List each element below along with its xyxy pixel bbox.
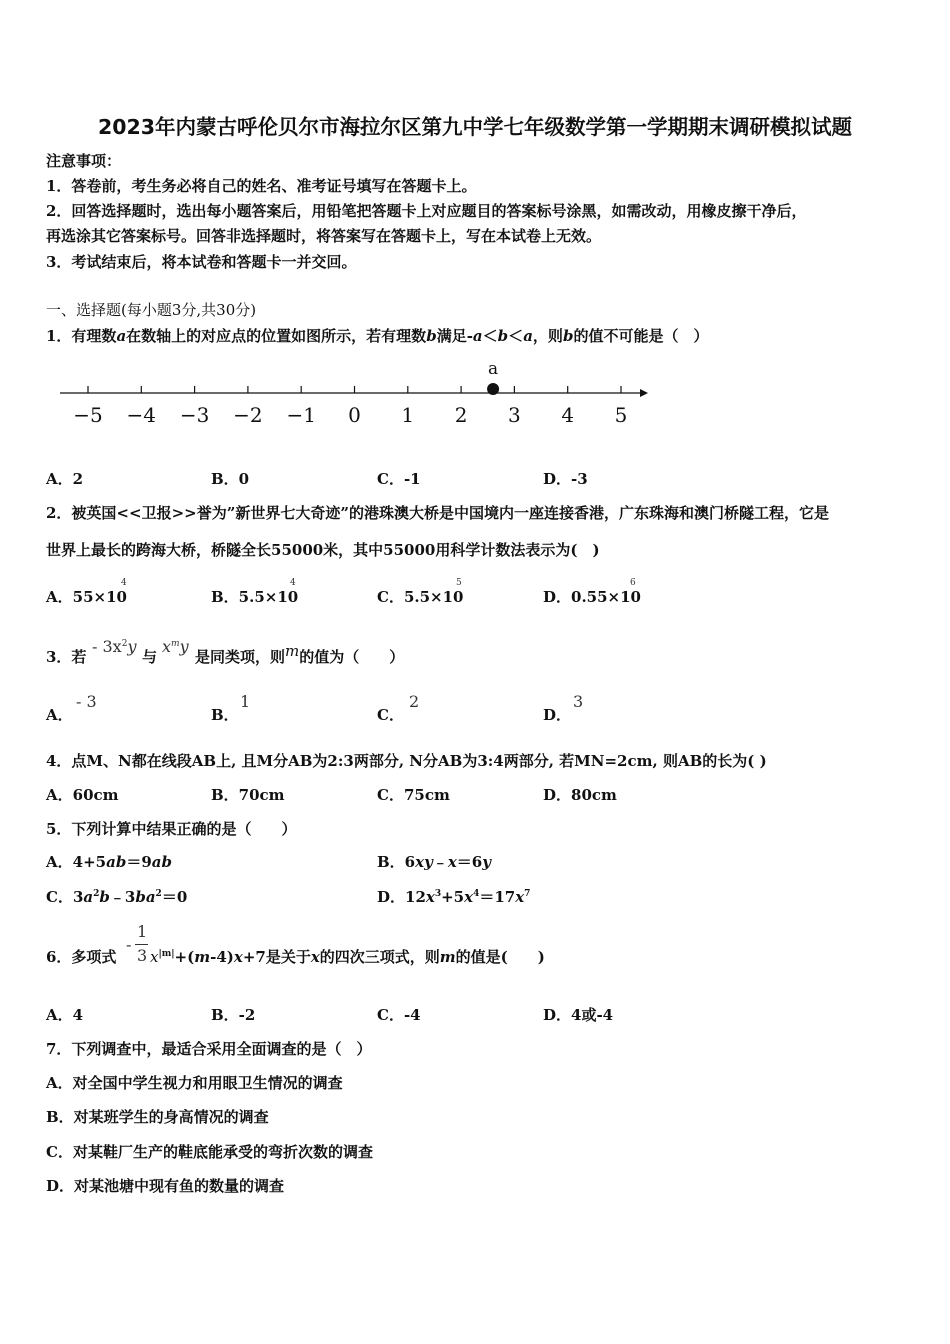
question-6-prefix: 6．多项式 <box>46 948 117 966</box>
exam-title: 2023年内蒙古呼伦贝尔市海拉尔区第九中学七年级数学第一学期期末调研模拟试题 <box>97 115 853 139</box>
q3-option-d-value: 3 <box>573 692 584 711</box>
q7-option-c: C．对某鞋厂生产的鞋底能承受的弯折次数的调查 <box>46 1143 373 1161</box>
notice-item: 1．答卷前，考生务必将自己的姓名、准考证号填写在答题卡上。 <box>46 177 477 195</box>
q6-minus: - <box>126 935 132 954</box>
question-2-line-2: 世界上最长的跨海大桥，桥隧全长55000米，其中55000用科学计数法表示为( ) <box>46 541 600 559</box>
number-line-tick-label: −2 <box>233 403 263 427</box>
q4-option-c: C．75cm <box>377 786 450 804</box>
q3-expression-2: $x^my$ <box>162 637 189 656</box>
question-6-text: $x^{|m|}+(m-4)x+7$是关于x的四次三项式，则m的值是( ) <box>150 948 545 966</box>
q2-option-b-exponent: 4 <box>290 578 296 588</box>
q4-option-d: D．80cm <box>543 786 617 804</box>
q7-option-a: A．对全国中学生视力和用眼卫生情况的调查 <box>46 1074 343 1092</box>
question-1: 1．有理数a在数轴上的对应点的位置如图所示，若有理数b满足-a＜b＜a，则b的值不可能是（ ） <box>46 327 709 345</box>
notice-item: 3．考试结束后，将本试卷和答题卡一并交回。 <box>46 253 357 271</box>
q6-fraction-numerator: 1 <box>137 922 148 941</box>
question-3-text: 是同类项，则m的值为（ ） <box>195 642 405 666</box>
q2-option-d: D．0.55×10 <box>543 588 641 606</box>
notice-heading: 注意事项： <box>46 152 122 170</box>
q6-fraction-bar <box>135 944 148 945</box>
q6-option-b: B．-2 <box>211 1006 256 1024</box>
q1-option-d: D．-3 <box>543 470 588 488</box>
q2-option-a-exponent: 4 <box>121 578 127 588</box>
number-line-tick-label: 0 <box>348 403 361 427</box>
q2-option-b: B．5.5×10 <box>211 588 299 606</box>
number-line-tick-label: −3 <box>179 403 210 427</box>
question-3-mid: 与 <box>142 648 158 666</box>
q6-fraction-denominator: 3 <box>137 946 148 965</box>
number-line-tick-label: 3 <box>508 403 521 427</box>
question-4: 4．点M、N都在线段AB上, 且M分AB为2:3两部分, N分AB为3:4两部分, 若MN=2cm, 则AB的长为( ) <box>46 752 767 770</box>
q2-option-c-exponent: 5 <box>456 578 462 588</box>
q3-option-b-label: B． <box>211 706 239 724</box>
notice-item: 2．回答选择题时，选出每小题答案后，用铅笔把答题卡上对应题目的答案标号涂黑，如需改动，用橡皮擦干净后， <box>46 202 807 220</box>
number-line-tick-label: 2 <box>454 403 468 427</box>
number-line-arrow <box>640 389 648 397</box>
q7-option-d: D．对某池塘中现有鱼的数量的调查 <box>46 1177 285 1195</box>
q2-option-a: A．55×10 <box>46 588 127 606</box>
question-3-prefix: 3．若 <box>46 648 87 666</box>
point-a-label: a <box>488 359 499 379</box>
number-line-tick-label: −4 <box>126 403 157 427</box>
q6-option-d: D．4或-4 <box>543 1006 614 1024</box>
number-line <box>50 352 660 442</box>
section-heading: 一、选择题(每小题3分,共30分) <box>46 301 257 319</box>
q4-option-a: A．60cm <box>46 786 119 804</box>
q1-option-a: A．2 <box>46 470 84 488</box>
q3-option-a-label: A． <box>46 706 73 724</box>
q1-option-c: C．-1 <box>377 470 421 488</box>
q7-option-b: B．对某班学生的身高情况的调查 <box>46 1108 269 1126</box>
question-5: 5．下列计算中结果正确的是（ ） <box>46 820 297 838</box>
q2-option-d-exponent: 6 <box>630 578 636 588</box>
q4-option-b: B．70cm <box>211 786 285 804</box>
q3-option-a-value: - 3 <box>76 692 97 711</box>
q6-option-a: A．4 <box>46 1006 84 1024</box>
number-line-tick-label: 5 <box>614 403 628 427</box>
number-line-tick-label: 1 <box>401 403 415 427</box>
q3-option-d-label: D． <box>543 706 572 724</box>
q5-option-b: B．6xy﹣x＝6y <box>377 853 491 871</box>
question-7: 7．下列调查中，最适合采用全面调查的是（ ） <box>46 1040 372 1058</box>
q3-option-b-value: 1 <box>240 692 251 711</box>
q5-option-a: A．4+5ab＝9ab <box>46 853 172 871</box>
point-a <box>487 383 499 395</box>
q1-option-b: B．0 <box>211 470 250 488</box>
q5-option-c: C．$3a^2b﹣3ba^2=0$ <box>46 888 188 906</box>
q3-option-c-label: C． <box>377 706 404 724</box>
q2-option-c: C．5.5×10 <box>377 588 464 606</box>
q3-expression-1: - $3x^2y$ <box>92 637 137 656</box>
q5-option-d: D．$12x^3+5x^4=17x^7$ <box>377 888 531 906</box>
number-line-tick-label: −5 <box>73 403 103 427</box>
number-line-tick-label: 4 <box>561 403 575 427</box>
number-line-tick-label: −1 <box>286 403 316 427</box>
notice-item: 再选涂其它答案标号。回答非选择题时，将答案写在答题卡上，写在本试卷上无效。 <box>46 227 602 245</box>
question-2-line-1: 2．被英国<<卫报>>誉为”新世界七大奇迹”的港珠澳大桥是中国境内一座连接香港，广东珠海和澳门桥隧工程，它是 <box>46 504 829 522</box>
q3-option-c-value: 2 <box>409 692 420 711</box>
q6-option-c: C．-4 <box>377 1006 421 1024</box>
